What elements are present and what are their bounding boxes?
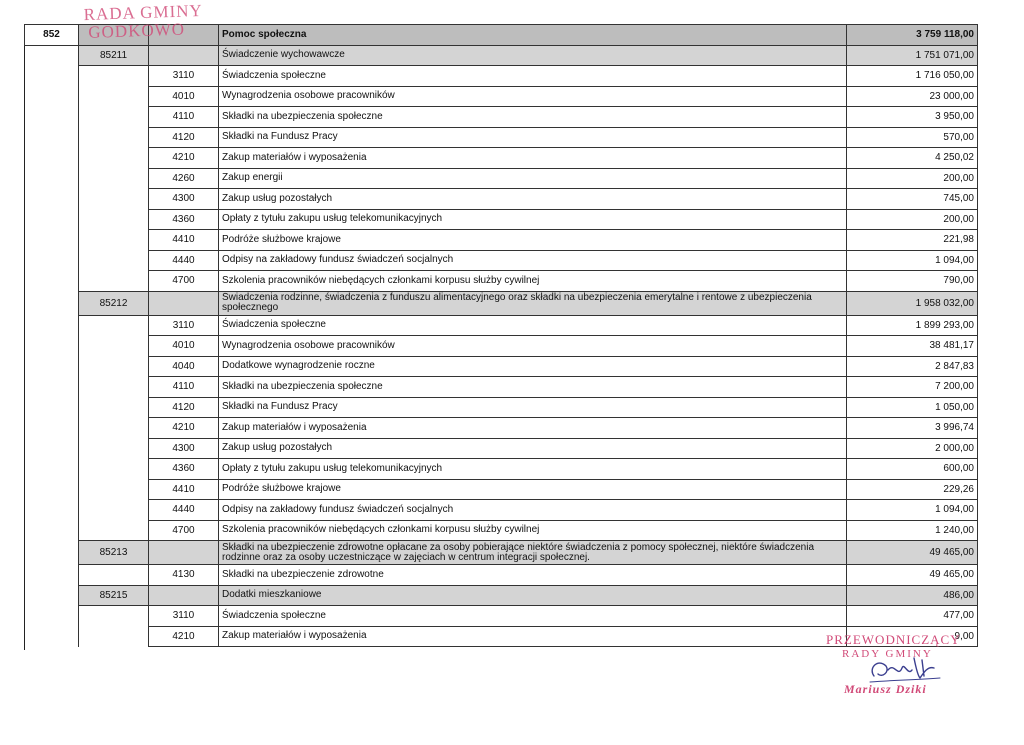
dzial-spacer-cell	[25, 438, 79, 459]
dzial-spacer-cell	[25, 397, 79, 418]
paragraf-code	[149, 291, 219, 315]
row-description: Szkolenia pracowników niebędących członkami korpusu służby cywilnej	[219, 271, 847, 292]
rozdzial-row	[25, 291, 978, 315]
row-description: Świadczenia społeczne	[219, 66, 847, 87]
paragraf-row	[25, 479, 978, 500]
dzial-spacer-cell	[25, 107, 79, 128]
row-description: Zakup usług pozostałych	[219, 438, 847, 459]
paragraf-row	[25, 336, 978, 357]
rozdzial-row	[25, 585, 978, 606]
row-description: Wynagrodzenia osobowe pracowników	[219, 86, 847, 107]
dzial-spacer-cell	[25, 189, 79, 210]
row-amount: 1 094,00	[847, 250, 978, 271]
rozdzial-code	[79, 418, 149, 439]
paragraf-row	[25, 168, 978, 189]
rozdzial-code	[79, 148, 149, 169]
dzial-amount: 3 759 118,00	[847, 25, 978, 46]
dzial-spacer-cell	[25, 315, 79, 336]
dzial-spacer-cell	[25, 148, 79, 169]
rozdzial-code	[79, 397, 149, 418]
rozdzial-code	[79, 127, 149, 148]
paragraf-code: 4110	[149, 107, 219, 128]
paragraf-row	[25, 565, 978, 586]
stamp-bottom-line1: PRZEWODNICZĄCY	[826, 632, 961, 647]
rozdzial-code: 85212	[79, 291, 149, 315]
row-amount: 1 899 293,00	[847, 315, 978, 336]
row-amount: 3 950,00	[847, 107, 978, 128]
row-amount: 49 465,00	[847, 541, 978, 565]
rozdzial-code	[79, 86, 149, 107]
row-description: Składki na Fundusz Pracy	[219, 127, 847, 148]
row-amount: 7 200,00	[847, 377, 978, 398]
dzial-spacer-cell	[25, 127, 79, 148]
row-amount: 229,26	[847, 479, 978, 500]
row-amount: 1 240,00	[847, 520, 978, 541]
dzial-spacer-cell	[25, 168, 79, 189]
rozdzial-code	[79, 315, 149, 336]
paragraf-row	[25, 66, 978, 87]
dzial-row	[25, 25, 978, 46]
paragraf-row	[25, 230, 978, 251]
rozdzial-code: 85211	[79, 45, 149, 66]
row-amount: 1 050,00	[847, 397, 978, 418]
rozdzial-code	[79, 520, 149, 541]
paragraf-row	[25, 356, 978, 377]
row-description: Odpisy na zakładowy fundusz świadczeń socjalnych	[219, 500, 847, 521]
row-amount: 200,00	[847, 209, 978, 230]
handwritten-signature	[864, 648, 944, 688]
row-amount: 570,00	[847, 127, 978, 148]
row-description: Składki na Fundusz Pracy	[219, 397, 847, 418]
row-amount: 1 094,00	[847, 500, 978, 521]
rozdzial-code	[79, 209, 149, 230]
paragraf-row	[25, 520, 978, 541]
paragraf-code: 3110	[149, 66, 219, 87]
row-amount: 23 000,00	[847, 86, 978, 107]
paragraf-row	[25, 459, 978, 480]
dzial-spacer-cell	[25, 541, 79, 565]
stamp-top-line2: GODKOWO	[87, 19, 186, 42]
paragraf-row	[25, 209, 978, 230]
rozdzial-code: 85213	[79, 541, 149, 565]
paragraf-code: 4440	[149, 250, 219, 271]
paragraf-code: 4700	[149, 271, 219, 292]
dzial-name: Pomoc społeczna	[219, 25, 847, 46]
rozdzial-code	[79, 66, 149, 87]
stamp-bottom-line2: RADY GMINY	[842, 648, 933, 660]
rozdzial-code	[79, 459, 149, 480]
dzial-spacer-cell	[25, 86, 79, 107]
paragraf-code: 4210	[149, 148, 219, 169]
row-description: Składki na ubezpieczenia społeczne	[219, 107, 847, 128]
dzial-spacer-cell	[25, 377, 79, 398]
row-description: Zakup energii	[219, 168, 847, 189]
paragraf-code: 3110	[149, 606, 219, 627]
paragraf-code: 4120	[149, 127, 219, 148]
row-description: Zakup materiałów i wyposażenia	[219, 626, 847, 647]
dzial-spacer-cell	[25, 626, 79, 647]
dzial-spacer-cell	[25, 271, 79, 292]
dzial-paragraf-cell	[149, 25, 219, 46]
row-description: Dodatkowe wynagrodzenie roczne	[219, 356, 847, 377]
paragraf-code: 4120	[149, 397, 219, 418]
dzial-spacer-cell	[25, 45, 79, 66]
rozdzial-code	[79, 377, 149, 398]
row-amount: 4 250,02	[847, 148, 978, 169]
dzial-spacer-cell	[25, 585, 79, 606]
row-description: Zakup materiałów i wyposażenia	[219, 148, 847, 169]
budget-table	[24, 24, 978, 647]
rozdzial-code	[79, 107, 149, 128]
paragraf-code: 4440	[149, 500, 219, 521]
paragraf-code: 4010	[149, 336, 219, 357]
row-amount: 1 716 050,00	[847, 66, 978, 87]
paragraf-code: 4360	[149, 459, 219, 480]
row-amount: 221,98	[847, 230, 978, 251]
rozdzial-code	[79, 500, 149, 521]
dzial-spacer-cell	[25, 479, 79, 500]
paragraf-code	[149, 585, 219, 606]
paragraf-row	[25, 250, 978, 271]
paragraf-code: 4260	[149, 168, 219, 189]
dzial-rozdzial-cell	[79, 25, 149, 46]
paragraf-code: 4410	[149, 230, 219, 251]
rozdzial-row	[25, 45, 978, 66]
dzial-spacer-cell	[25, 66, 79, 87]
row-description: Opłaty z tytułu zakupu usług telekomunikacyjnych	[219, 459, 847, 480]
budget-table-body	[25, 25, 978, 647]
paragraf-code: 4700	[149, 520, 219, 541]
rozdzial-code: 85215	[79, 585, 149, 606]
dzial-spacer-cell	[25, 606, 79, 627]
stamp-bottom-name: Mariusz Dziki	[844, 682, 927, 696]
rozdzial-code	[79, 336, 149, 357]
row-description: Składki na ubezpieczenie zdrowotne opłacane za osoby pobierające niektóre świadczenia z pomocy społecznej, niektóre świadczenia rodzinne oraz za osoby uczestniczące w zajęciach w centrum integracji społecznej.	[219, 541, 847, 565]
dzial-spacer-cell	[25, 520, 79, 541]
paragraf-row	[25, 397, 978, 418]
row-description: Dodatki mieszkaniowe	[219, 585, 847, 606]
rozdzial-code	[79, 189, 149, 210]
rozdzial-code	[79, 250, 149, 271]
paragraf-row	[25, 606, 978, 627]
paragraf-code: 4410	[149, 479, 219, 500]
paragraf-code: 3110	[149, 315, 219, 336]
dzial-code: 852	[25, 25, 79, 46]
rozdzial-code	[79, 271, 149, 292]
stamp-top-line1: RADA GMINY	[83, 0, 204, 25]
row-amount: 2 847,83	[847, 356, 978, 377]
rozdzial-code	[79, 356, 149, 377]
paragraf-row	[25, 107, 978, 128]
dzial-spacer-cell	[25, 336, 79, 357]
dzial-spacer-cell	[25, 500, 79, 521]
row-description: Odpisy na zakładowy fundusz świadczeń socjalnych	[219, 250, 847, 271]
row-amount: 38 481,17	[847, 336, 978, 357]
row-description: Wynagrodzenia osobowe pracowników	[219, 336, 847, 357]
row-amount: 477,00	[847, 606, 978, 627]
paragraf-row	[25, 315, 978, 336]
row-amount: 9,00	[847, 626, 978, 647]
rozdzial-row	[25, 541, 978, 565]
paragraf-code	[149, 541, 219, 565]
dzial-spacer-cell	[25, 209, 79, 230]
row-amount: 1 751 071,00	[847, 45, 978, 66]
rozdzial-code	[79, 565, 149, 586]
dzial-spacer-cell	[25, 459, 79, 480]
paragraf-code: 4210	[149, 418, 219, 439]
paragraf-row	[25, 377, 978, 398]
paragraf-code: 4360	[149, 209, 219, 230]
row-amount: 1 958 032,00	[847, 291, 978, 315]
paragraf-row	[25, 271, 978, 292]
rozdzial-code	[79, 438, 149, 459]
row-description: Podróże służbowe krajowe	[219, 230, 847, 251]
paragraf-row	[25, 189, 978, 210]
dzial-spacer-cell	[25, 250, 79, 271]
row-description: Świadczenie wychowawcze	[219, 45, 847, 66]
dzial-spacer-cell	[25, 291, 79, 315]
paragraf-code	[149, 45, 219, 66]
dzial-spacer-cell	[25, 230, 79, 251]
row-amount: 790,00	[847, 271, 978, 292]
paragraf-code: 4040	[149, 356, 219, 377]
row-description: Świadczenia rodzinne, świadczenia z funduszu alimentacyjnego oraz składki na ubezpieczenia emerytalne i rentowe z ubezpieczenia społecznego	[219, 291, 847, 315]
row-description: Świadczenia społeczne	[219, 315, 847, 336]
row-description: Zakup usług pozostałych	[219, 189, 847, 210]
row-amount: 745,00	[847, 189, 978, 210]
paragraf-code: 4300	[149, 189, 219, 210]
paragraf-code: 4010	[149, 86, 219, 107]
row-description: Składki na ubezpieczenie zdrowotne	[219, 565, 847, 586]
row-amount: 2 000,00	[847, 438, 978, 459]
paragraf-code: 4300	[149, 438, 219, 459]
paragraf-row	[25, 86, 978, 107]
row-amount: 200,00	[847, 168, 978, 189]
row-description: Składki na ubezpieczenia społeczne	[219, 377, 847, 398]
row-amount: 486,00	[847, 585, 978, 606]
row-amount: 49 465,00	[847, 565, 978, 586]
row-amount: 3 996,74	[847, 418, 978, 439]
paragraf-row	[25, 418, 978, 439]
row-amount: 600,00	[847, 459, 978, 480]
paragraf-row	[25, 500, 978, 521]
row-description: Szkolenia pracowników niebędących członkami korpusu służby cywilnej	[219, 520, 847, 541]
row-description: Opłaty z tytułu zakupu usług telekomunikacyjnych	[219, 209, 847, 230]
paragraf-row	[25, 438, 978, 459]
rozdzial-code	[79, 606, 149, 627]
rozdzial-code	[79, 479, 149, 500]
rozdzial-code	[79, 626, 149, 647]
paragraf-row	[25, 127, 978, 148]
rozdzial-code	[79, 168, 149, 189]
row-description: Świadczenia społeczne	[219, 606, 847, 627]
row-description: Podróże służbowe krajowe	[219, 479, 847, 500]
dzial-spacer-cell	[25, 565, 79, 586]
paragraf-code: 4110	[149, 377, 219, 398]
dzial-spacer-cell	[25, 356, 79, 377]
paragraf-row	[25, 148, 978, 169]
paragraf-row	[25, 626, 978, 647]
dzial-spacer-cell	[25, 418, 79, 439]
paragraf-code: 4210	[149, 626, 219, 647]
rozdzial-code	[79, 230, 149, 251]
row-description: Zakup materiałów i wyposażenia	[219, 418, 847, 439]
paragraf-code: 4130	[149, 565, 219, 586]
